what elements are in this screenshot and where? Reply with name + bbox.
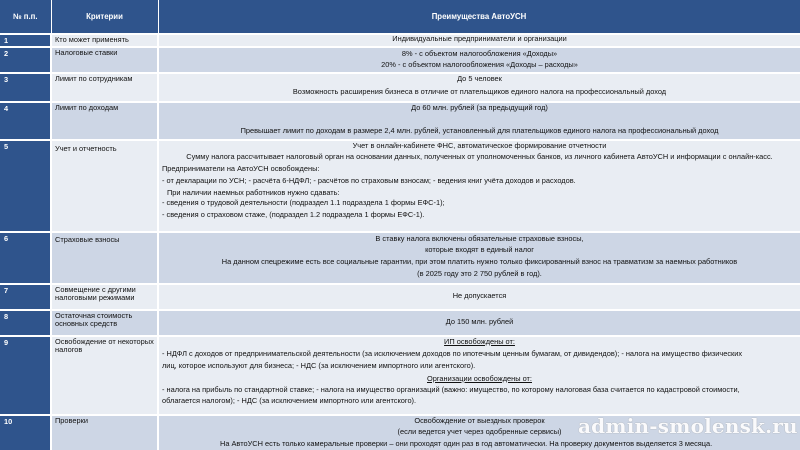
row-advantage: [158, 34, 800, 47]
table-row: [0, 310, 800, 336]
advantage-line: До 60 млн. рублей (за предыдущий год): [411, 102, 548, 112]
header-num: № п.п.: [0, 0, 51, 34]
advantage-line: В ставку налога включены обязательные страховые взносы,: [375, 233, 584, 243]
advantage-line: лиц, которое используют для бизнеса; - НДС (за исключением импортного или агентского).: [162, 361, 476, 371]
row-number: 8: [0, 310, 51, 336]
advantage-line: (если ведется учет через одобренные сервисы): [397, 427, 562, 437]
table-row: [0, 336, 800, 415]
advantage-line: Возможность расширения бизнеса в отличие от плательщиков единого налога на профессиональный доход: [292, 87, 667, 97]
row-number: 6: [0, 232, 51, 284]
row-criteria: Лимит по доходам: [51, 102, 158, 140]
advantage-line: Учет в онлайн-кабинете ФНС, автоматическое формирование отчетности: [352, 140, 607, 150]
row-advantage: [158, 140, 800, 232]
row-number: 5: [0, 140, 51, 232]
advantage-line: (в 2025 году это 2 750 рублей в год).: [417, 268, 542, 278]
header-criteria: Критерии: [51, 0, 158, 34]
advantage-line: На АвтоУСН есть только камеральные проверки – они проходят один раз в год автоматически. На проверку документов выделяется 3 месяца.: [220, 439, 713, 449]
table-row: [0, 284, 800, 310]
advantage-subheading: ИП освобождены от:: [444, 336, 515, 346]
row-advantage: [158, 73, 800, 102]
row-advantage: [158, 47, 800, 73]
advantage-line: На данном спецрежиме есть все социальные гарантии, при этом платить нужно только фиксированный взнос на травматизм за наемных работников: [221, 257, 738, 267]
row-number: 7: [0, 284, 51, 310]
advantage-line: - от декларации по УСН; - расчёта 6-НДФЛ; - расчётов по страховым взносам; - ведения книг учёта доходов и расходов.: [162, 175, 576, 185]
row-criteria: Проверки: [51, 415, 158, 450]
advantage-line: При наличии наемных работников нужно сдавать:: [167, 187, 340, 197]
advantage-line: 20% - с объектом налогообложения «Доходы – расходы»: [381, 60, 578, 70]
row-criteria: Страховые взносы: [51, 232, 158, 284]
advantage-line: - сведения о страховом стаже, (подраздел 1.2 подраздела 1 формы ЕФС-1).: [162, 210, 425, 220]
table-row: [0, 73, 800, 102]
row-number: 3: [0, 73, 51, 102]
row-criteria: Остаточная стоимость основных средств: [51, 310, 158, 336]
row-criteria: Лимит по сотрудникам: [51, 73, 158, 102]
advantage-line: 8% - с объектом налогообложения «Доходы»: [401, 48, 558, 58]
row-criteria: Учет и отчетность: [51, 140, 158, 232]
advantage-line: Освобождение от выездных проверок: [414, 415, 545, 425]
table-row: [0, 232, 800, 284]
advantage-line: Предприниматели на АвтоУСН освобождены:: [162, 164, 320, 174]
advantage-line: Индивидуальные предприниматели и организации: [392, 34, 567, 43]
row-criteria: Налоговые ставки: [51, 47, 158, 73]
row-advantage: [158, 232, 800, 284]
table-header-row: [0, 0, 800, 34]
table-row: [0, 47, 800, 73]
table-row: [0, 140, 800, 232]
advantage-line: Сумму налога рассчитывает налоговый орган на основании данных, полученных от уполномоченных банков, из личного кабинета АвтоУСН и информации с онлайн-касс.: [186, 152, 773, 162]
row-advantage: [158, 310, 800, 336]
row-advantage: [158, 284, 800, 310]
advantage-line: Превышает лимит по доходам в размере 2,4 млн. рублей, установленный для плательщиков единого налога на профессиональный доход: [240, 126, 719, 136]
advantage-line: облагается налогом); - НДС (за исключением импортного или агентского).: [162, 396, 417, 406]
header-advantages: Преимущества АвтоУСН: [158, 0, 800, 34]
advantage-line: - НДФЛ с доходов от предпринимательской деятельности (за исключением доходов по ипотечным ценным бумагам, от дивидендов); - налога на имущество физических: [162, 349, 743, 359]
advantage-line: Не допускается: [452, 291, 507, 301]
row-number: 1: [0, 34, 51, 47]
advantage-line: До 5 человек: [457, 73, 502, 83]
row-number: 2: [0, 47, 51, 73]
row-number: 9: [0, 336, 51, 415]
advantage-line: которые входят в единый налог: [425, 245, 534, 255]
table-row: [0, 34, 800, 47]
row-number: 4: [0, 102, 51, 140]
row-advantage: [158, 102, 800, 140]
advantage-line: - сведения о трудовой деятельности (подраздел 1.1 подраздела 1 формы ЕФС-1);: [162, 198, 445, 208]
row-criteria: Совмещение с другими налоговыми режимами: [51, 284, 158, 310]
advantage-line: - налога на прибыль по стандартной ставке; - налога на имущество организаций (важно: имущество, по которому налоговая база считается по кадастровой стоимости,: [162, 384, 740, 394]
advantage-line: До 150 млн. рублей: [445, 317, 514, 327]
row-criteria: Кто может применять: [51, 34, 158, 47]
row-advantage: [158, 336, 800, 415]
watermark: admin-smolensk.ru: [578, 414, 798, 438]
table-row: [0, 102, 800, 140]
advantage-subheading: Организации освобождены от:: [427, 373, 532, 383]
row-criteria: Освобождение от некоторых налогов: [51, 336, 158, 415]
row-number: 10: [0, 415, 51, 450]
